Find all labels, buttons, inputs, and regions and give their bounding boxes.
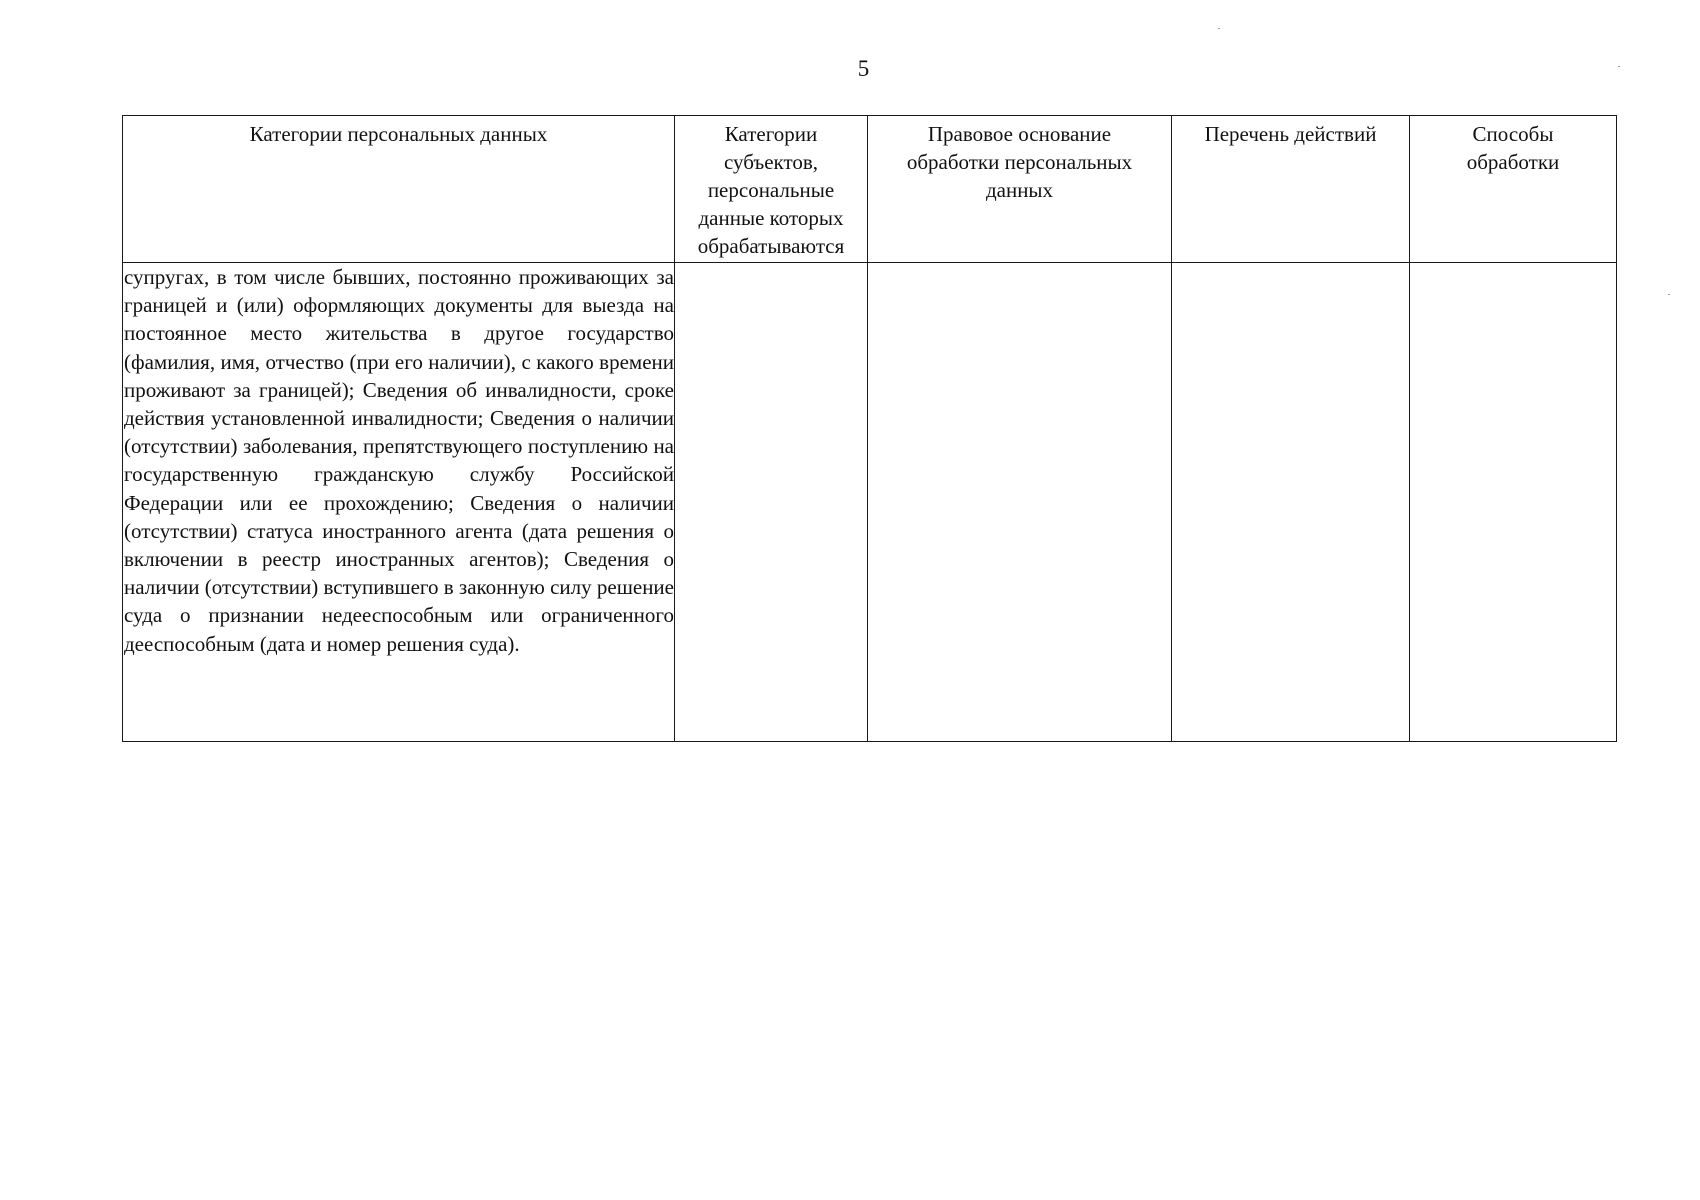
table-body [123, 263, 1617, 742]
cell-legal-basis [868, 263, 1172, 742]
page-number: 5 [857, 56, 870, 81]
personal-data-table [122, 115, 1617, 742]
cell-methods [1410, 263, 1617, 742]
cell-data-categories [123, 263, 675, 742]
header-data-categories-label: Категории персональных данных [249, 122, 548, 146]
header-methods-label: Способы обработки [1466, 122, 1560, 174]
header-methods [1410, 116, 1617, 263]
cell-subject-categories [675, 263, 868, 742]
scan-speck [1218, 28, 1220, 29]
header-actions [1172, 116, 1410, 263]
header-subject-categories-label: Категории субъектов, персональные данные которых обрабатываются [697, 122, 845, 258]
header-legal-basis [868, 116, 1172, 263]
header-subject-categories [675, 116, 868, 263]
header-actions-label: Перечень действий [1204, 122, 1377, 146]
scan-speck [1668, 294, 1670, 295]
scan-speck [1618, 66, 1620, 67]
cell-data-categories-text: супругах, в том числе бывших, постоянно проживающих за границей и (или) оформляющих документы для выезда на постоянное место жительства в другое государство (фамилия, имя, отчество (при его наличии), с какого времени проживают за границей); Сведения об инвалидности, сроке действия установленной инвалидности; Сведения о наличии (отсутствии) заболевания, препятствующего поступлению на государственную гражданскую службу Российской Федерации или ее прохождению; Сведения о наличии (отсутствии) статуса иностранного агента (дата решения о включении в реестр иностранных агентов); Сведения о наличии (отсутствии) вступившего в законную силу решение суда о признании недееспособным или ограниченного дееспособным (дата и номер решения суда). [124, 265, 674, 656]
cell-actions [1172, 263, 1410, 742]
table-row [123, 263, 1617, 742]
header-data-categories [123, 116, 675, 263]
table-header-row [123, 116, 1617, 263]
header-legal-basis-label: Правовое основание обработки персональных данных [906, 122, 1133, 202]
table-header [123, 116, 1617, 263]
